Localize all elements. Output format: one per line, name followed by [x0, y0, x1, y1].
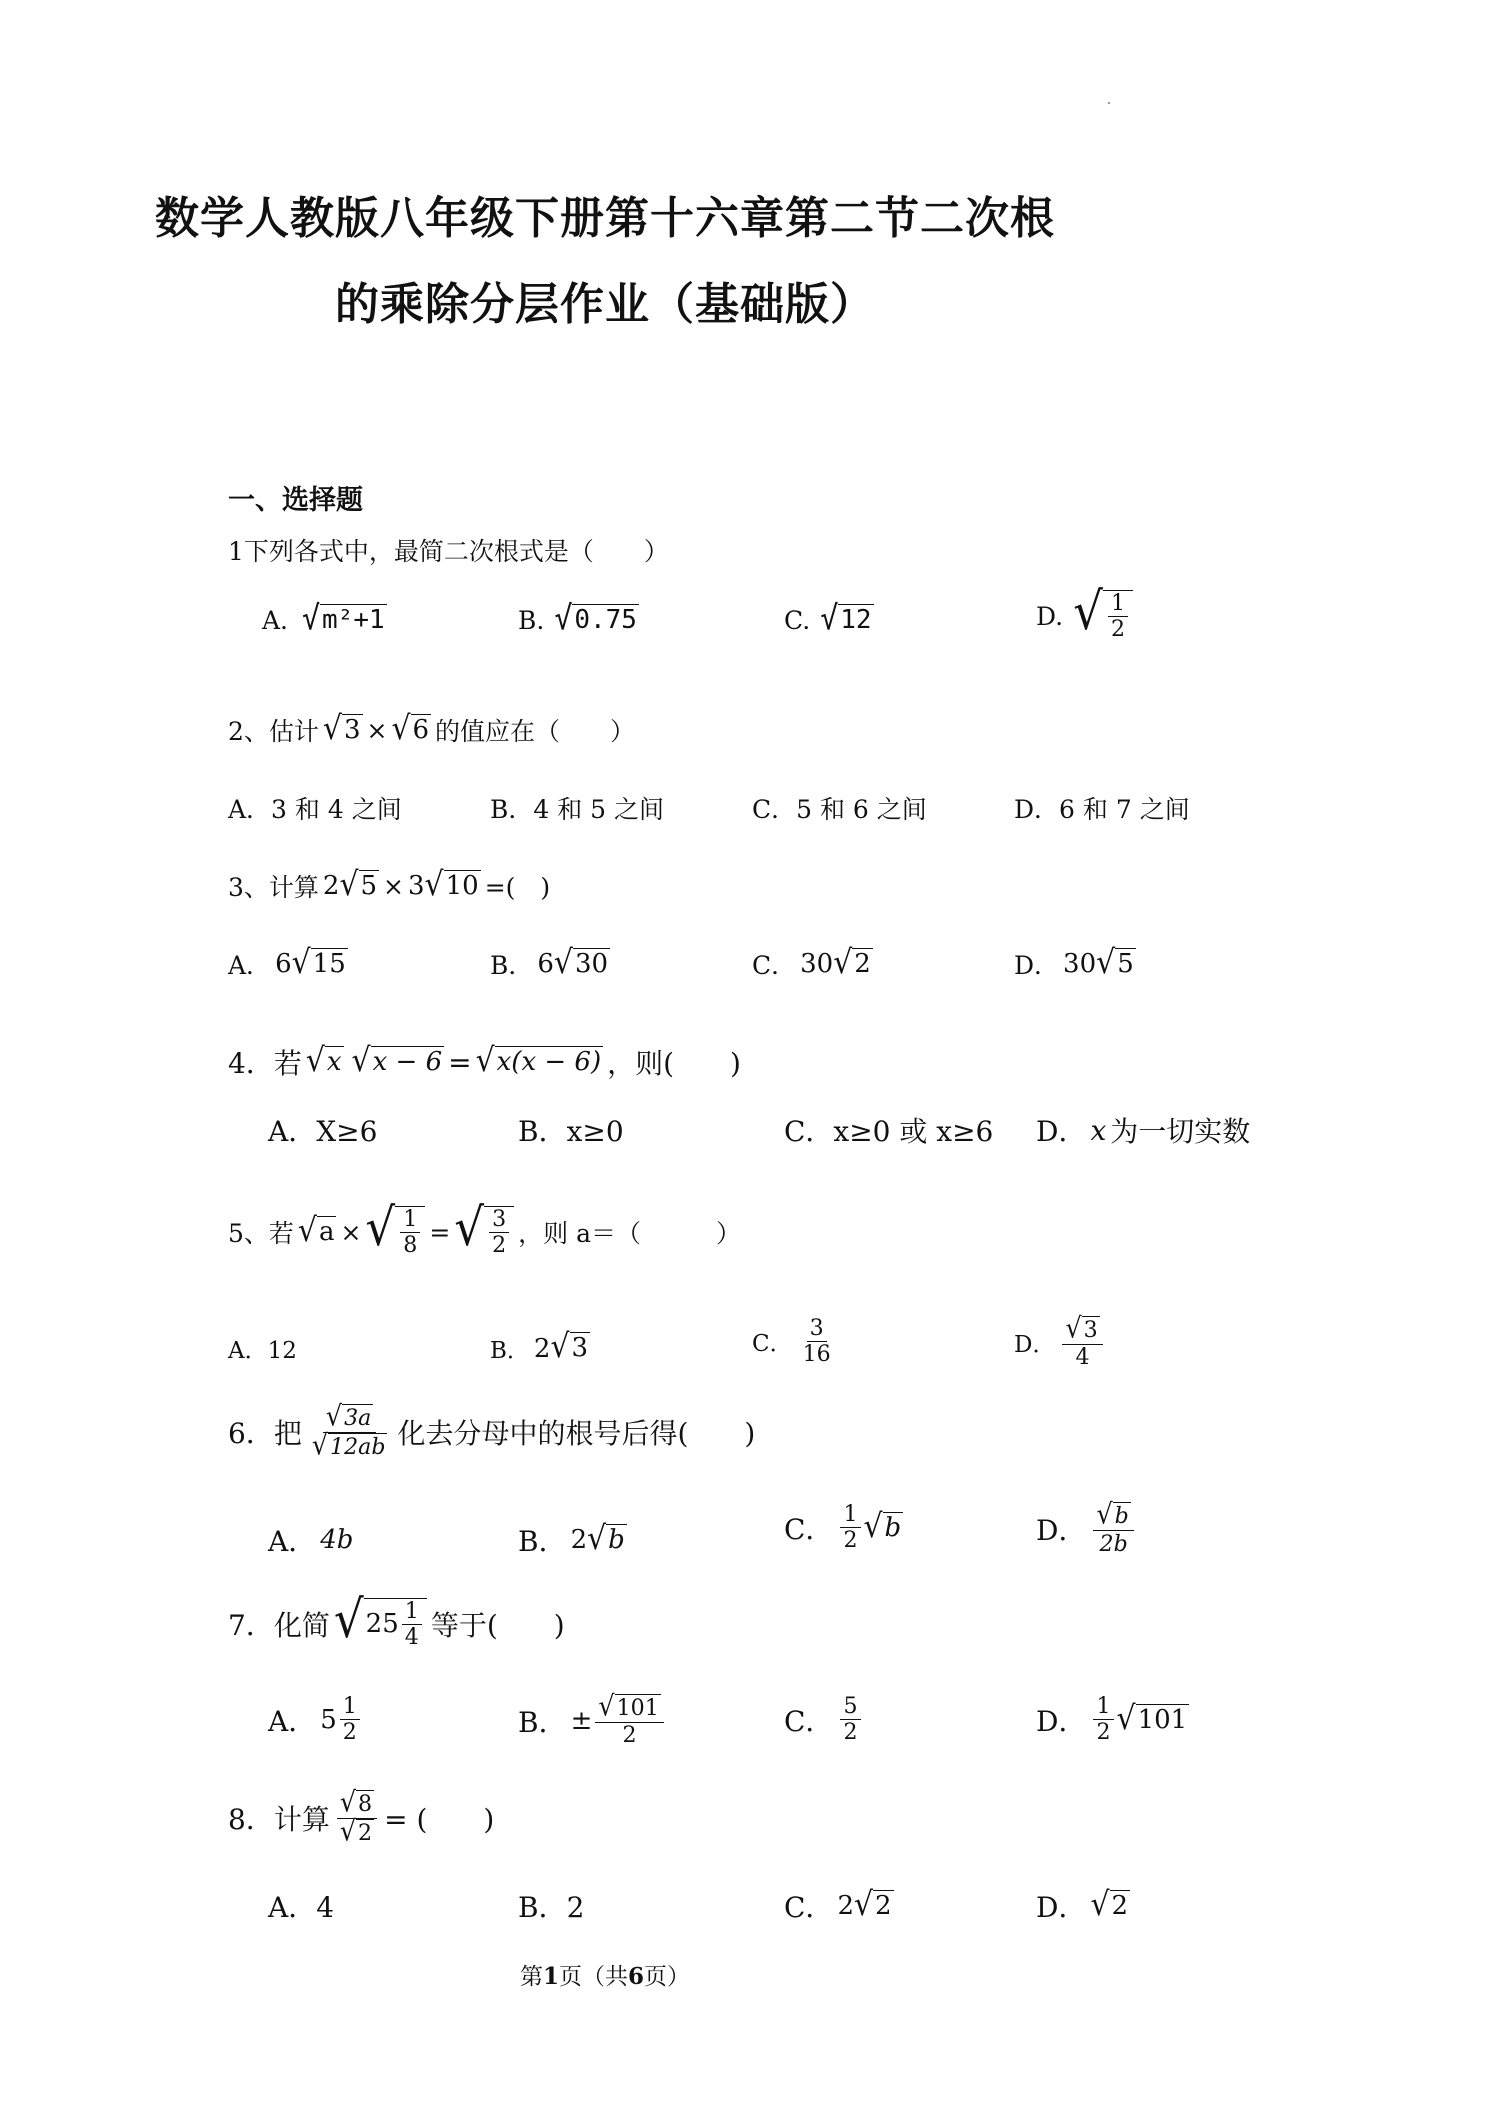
section-heading: 一、选择题 [228, 485, 363, 516]
q6-option-d: D． √ b 2b [1036, 1502, 1141, 1557]
q4-option-d: D． x 为一切实数 [1036, 1113, 1251, 1148]
q1-option-d: D. √ $\frac{1}{2}$ [1036, 590, 1137, 643]
q3-option-a: A． 6 √ 15 [228, 942, 346, 982]
question-1-stem: 1下列各式中，最简二次根式是（ ） [228, 537, 669, 566]
q5-option-d: D． √ 3 4 [1014, 1316, 1110, 1370]
question-5-stem: 5、若 √ a × √ $\frac{1}{8}$ = √ $\frac{3}{2}$ ，则 a＝（ ） [228, 1198, 742, 1259]
q1-option-c: C. √ 12 [784, 599, 872, 638]
corner-mark [1108, 102, 1110, 104]
question-8-stem: 8．计算 √ 8 √ 2 = ( ) [228, 1785, 495, 1847]
q6-option-a: A． 4b [268, 1525, 354, 1558]
question-2-stem: 2、估计 √ 3 × √ 6 的值应在（ ） [228, 708, 636, 748]
question-3-stem: 3、计算 2 √ 5 × 3 √ 10 =( ) [228, 864, 551, 904]
q8-option-b: B．2 [518, 1891, 585, 1924]
q2-option-c: C．5 和 6 之间 [752, 795, 927, 824]
q6-option-c: C． $\frac{1}{2}$ √ b [784, 1501, 902, 1554]
q1-option-a: A. √ m²+1 [262, 599, 385, 638]
q7-option-b: B． ± √ 101 2 [518, 1694, 671, 1748]
q3-option-c: C． 30 √ 2 [752, 942, 871, 982]
q8-option-c: C． 2 √ 2 [784, 1884, 892, 1924]
q3-option-d: D． 30 √ 5 [1014, 942, 1134, 982]
q5-option-b: B． 2 √ 3 [490, 1327, 589, 1366]
question-4-stem: 4．若 √ x √ x − 6 = √ x(x − 6) ，则( ) [228, 1040, 741, 1080]
q5-option-a: A．12 [228, 1338, 297, 1364]
q3-option-b: B． 6 √ 30 [490, 942, 609, 982]
q2-option-d: D．6 和 7 之间 [1014, 795, 1190, 824]
q8-option-a: A．4 [268, 1891, 335, 1924]
q4-option-b: B．x≥0 [518, 1115, 624, 1148]
q4-option-a: A．X≥6 [268, 1115, 378, 1148]
document-title-line1: 数学人教版八年级下册第十六章第二节二次根 [155, 193, 1055, 244]
q7-option-d: D． $\frac{1}{2}$ √ 101 [1036, 1693, 1188, 1746]
q6-option-b: B． 2 √ b [518, 1518, 625, 1558]
question-7-stem: 7．化简 √ 25 $\frac{1}{4}$ 等于( ) [228, 1590, 565, 1651]
document-title-line2: 的乘除分层作业（基础版） [335, 279, 875, 330]
q5-option-c: C． $\frac{3}{16}$ [752, 1315, 831, 1368]
q1-option-b: B. √ 0.75 [518, 599, 637, 638]
q7-option-c: C． $\frac{5}{2}$ [784, 1694, 868, 1746]
q2-option-a: A．3 和 4 之间 [228, 795, 402, 824]
q4-option-c: C．x≥0 或 x≥6 [784, 1115, 994, 1148]
q8-option-d: D． √ 2 [1036, 1884, 1129, 1924]
q7-option-a: A． 5 $\frac{1}{2}$ [268, 1694, 367, 1746]
page-footer: 第1页（共6页） [519, 1963, 691, 1990]
q2-option-b: B．4 和 5 之间 [490, 795, 665, 824]
question-6-stem: 6．把 √ 3a √ 12ab 化去分母中的根号后得( ) [228, 1399, 756, 1461]
